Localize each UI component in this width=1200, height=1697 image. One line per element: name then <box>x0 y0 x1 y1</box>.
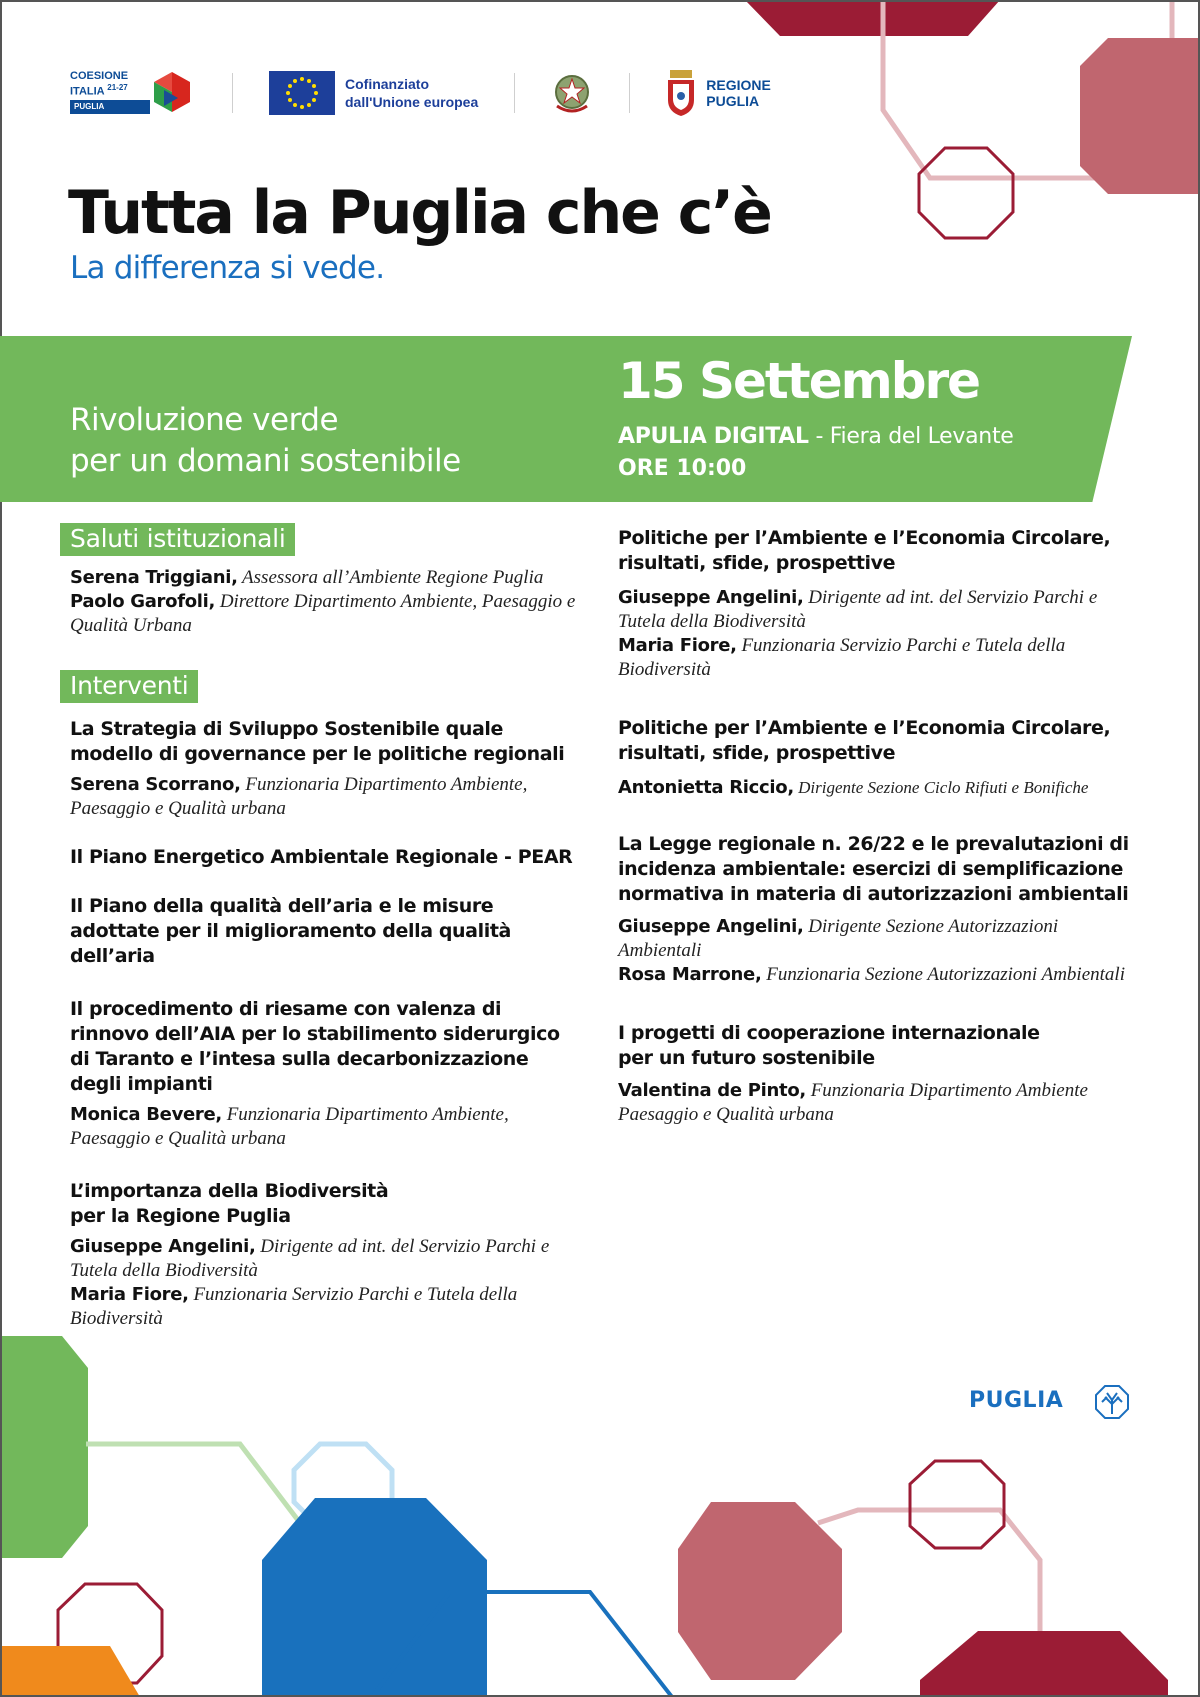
event-theme: Rivoluzione verde per un domani sostenibile <box>70 402 461 479</box>
italian-republic-emblem-icon <box>551 70 593 116</box>
speaker: Giuseppe Angelini, Dirigente Sezione Autorizzazioni Ambientali <box>618 916 1059 961</box>
talk-title: La Strategia di Sviluppo Sostenibile quale modello di governance per le politiche regionali <box>70 718 565 765</box>
talk-title: Politiche per l’Ambiente e l’Economia Circolare, risultati, sfide, prospettive <box>618 717 1111 764</box>
speaker: Valentina de Pinto, Funzionaria Dipartimento Ambiente Paesaggio e Qualità urbana <box>618 1080 1088 1125</box>
speaker: Maria Fiore, Funzionaria Servizio Parchi e Tutela della Biodiversità <box>70 1284 518 1329</box>
talk-title: Il Piano Energetico Ambientale Regionale - PEAR <box>70 846 573 868</box>
coesione-3d-icon <box>152 70 192 114</box>
program-right-column <box>618 526 1138 1127</box>
regione-text: REGIONE PUGLIA <box>706 77 771 109</box>
speaker: Serena Scorrano, Funzionaria Dipartimento Ambiente, Paesaggio e Qualità urbana <box>70 774 528 819</box>
regione-puglia-logo <box>666 70 771 116</box>
puglia-brand-text: PUGLIA <box>969 1388 1064 1413</box>
talk-title: L’importanza della Biodiversità per la Regione Puglia <box>70 1180 389 1227</box>
regione-puglia-crest-icon <box>666 70 696 116</box>
talk-title: La Legge regionale n. 26/22 e le prevalutazioni di incidenza ambientale: esercizi di semplificazione normativa in materia di autorizzazioni ambientali <box>618 833 1129 905</box>
interventi-heading: Interventi <box>60 670 198 703</box>
page-title: Tutta la Puglia che c’è <box>68 178 771 248</box>
logo-row <box>68 68 771 118</box>
speaker: Giuseppe Angelini, Dirigente ad int. del Servizio Parchi e Tutela della Biodiversità <box>70 1236 550 1281</box>
speaker: Antonietta Riccio, Dirigente Sezione Ciclo Rifiuti e Bonifiche <box>618 777 1089 798</box>
program-left-column <box>60 523 580 1331</box>
italia-text: ITALIA $^{21-27}$ <box>70 83 128 98</box>
page-subtitle: La differenza si vede. <box>70 250 385 286</box>
speaker: Giuseppe Angelini, Dirigente ad int. del Servizio Parchi e Tutela della Biodiversità <box>618 587 1098 632</box>
speaker: Maria Fiore, Funzionaria Servizio Parchi e Tutela della Biodiversità <box>618 635 1066 680</box>
event-date: 15 Settembre <box>618 352 980 410</box>
speaker: Paolo Garofoli, Direttore Dipartimento Ambiente, Paesaggio e Qualità Urbana <box>70 591 576 636</box>
coesione-region-label: PUGLIA <box>70 100 150 114</box>
talk-title: Il Piano della qualità dell’aria e le misure adottate per il miglioramento della qualità dell’aria <box>70 895 511 967</box>
eu-text: Cofinanziato dall'Unione europea <box>345 76 479 110</box>
talk-title: Politiche per l’Ambiente e l’Economia Circolare, risultati, sfide, prospettive <box>618 527 1111 574</box>
logo-separator <box>629 73 630 113</box>
coesione-text: COESIONE <box>70 70 129 82</box>
eu-cofinanced-logo <box>269 71 478 115</box>
eu-flag-icon <box>269 71 335 115</box>
saluti-heading: Saluti istituzionali <box>60 523 295 556</box>
event-venue: APULIA DIGITAL - Fiera del Levante <box>618 424 1014 449</box>
speaker: Serena Triggiani, Assessora all’Ambiente Regione Puglia <box>70 567 544 588</box>
talk-title: I progetti di cooperazione internazionale per un futuro sostenibile <box>618 1022 1040 1069</box>
event-time: ORE 10:00 <box>618 456 747 481</box>
talk-title: Il procedimento di riesame con valenza di rinnovo dell’AIA per lo stabilimento siderurgico di Taranto e l’intesa sulla decarbonizzazione degli impianti <box>70 998 560 1095</box>
speaker: Monica Bevere, Funzionaria Dipartimento Ambiente, Paesaggio e Qualità urbana <box>70 1104 509 1149</box>
logo-separator <box>232 73 233 113</box>
logo-separator <box>514 73 515 113</box>
puglia-tree-logo-icon <box>1094 1384 1130 1420</box>
coesione-italia-logo <box>68 68 196 118</box>
speaker: Rosa Marrone, Funzionaria Sezione Autorizzazioni Ambientali <box>618 964 1125 985</box>
